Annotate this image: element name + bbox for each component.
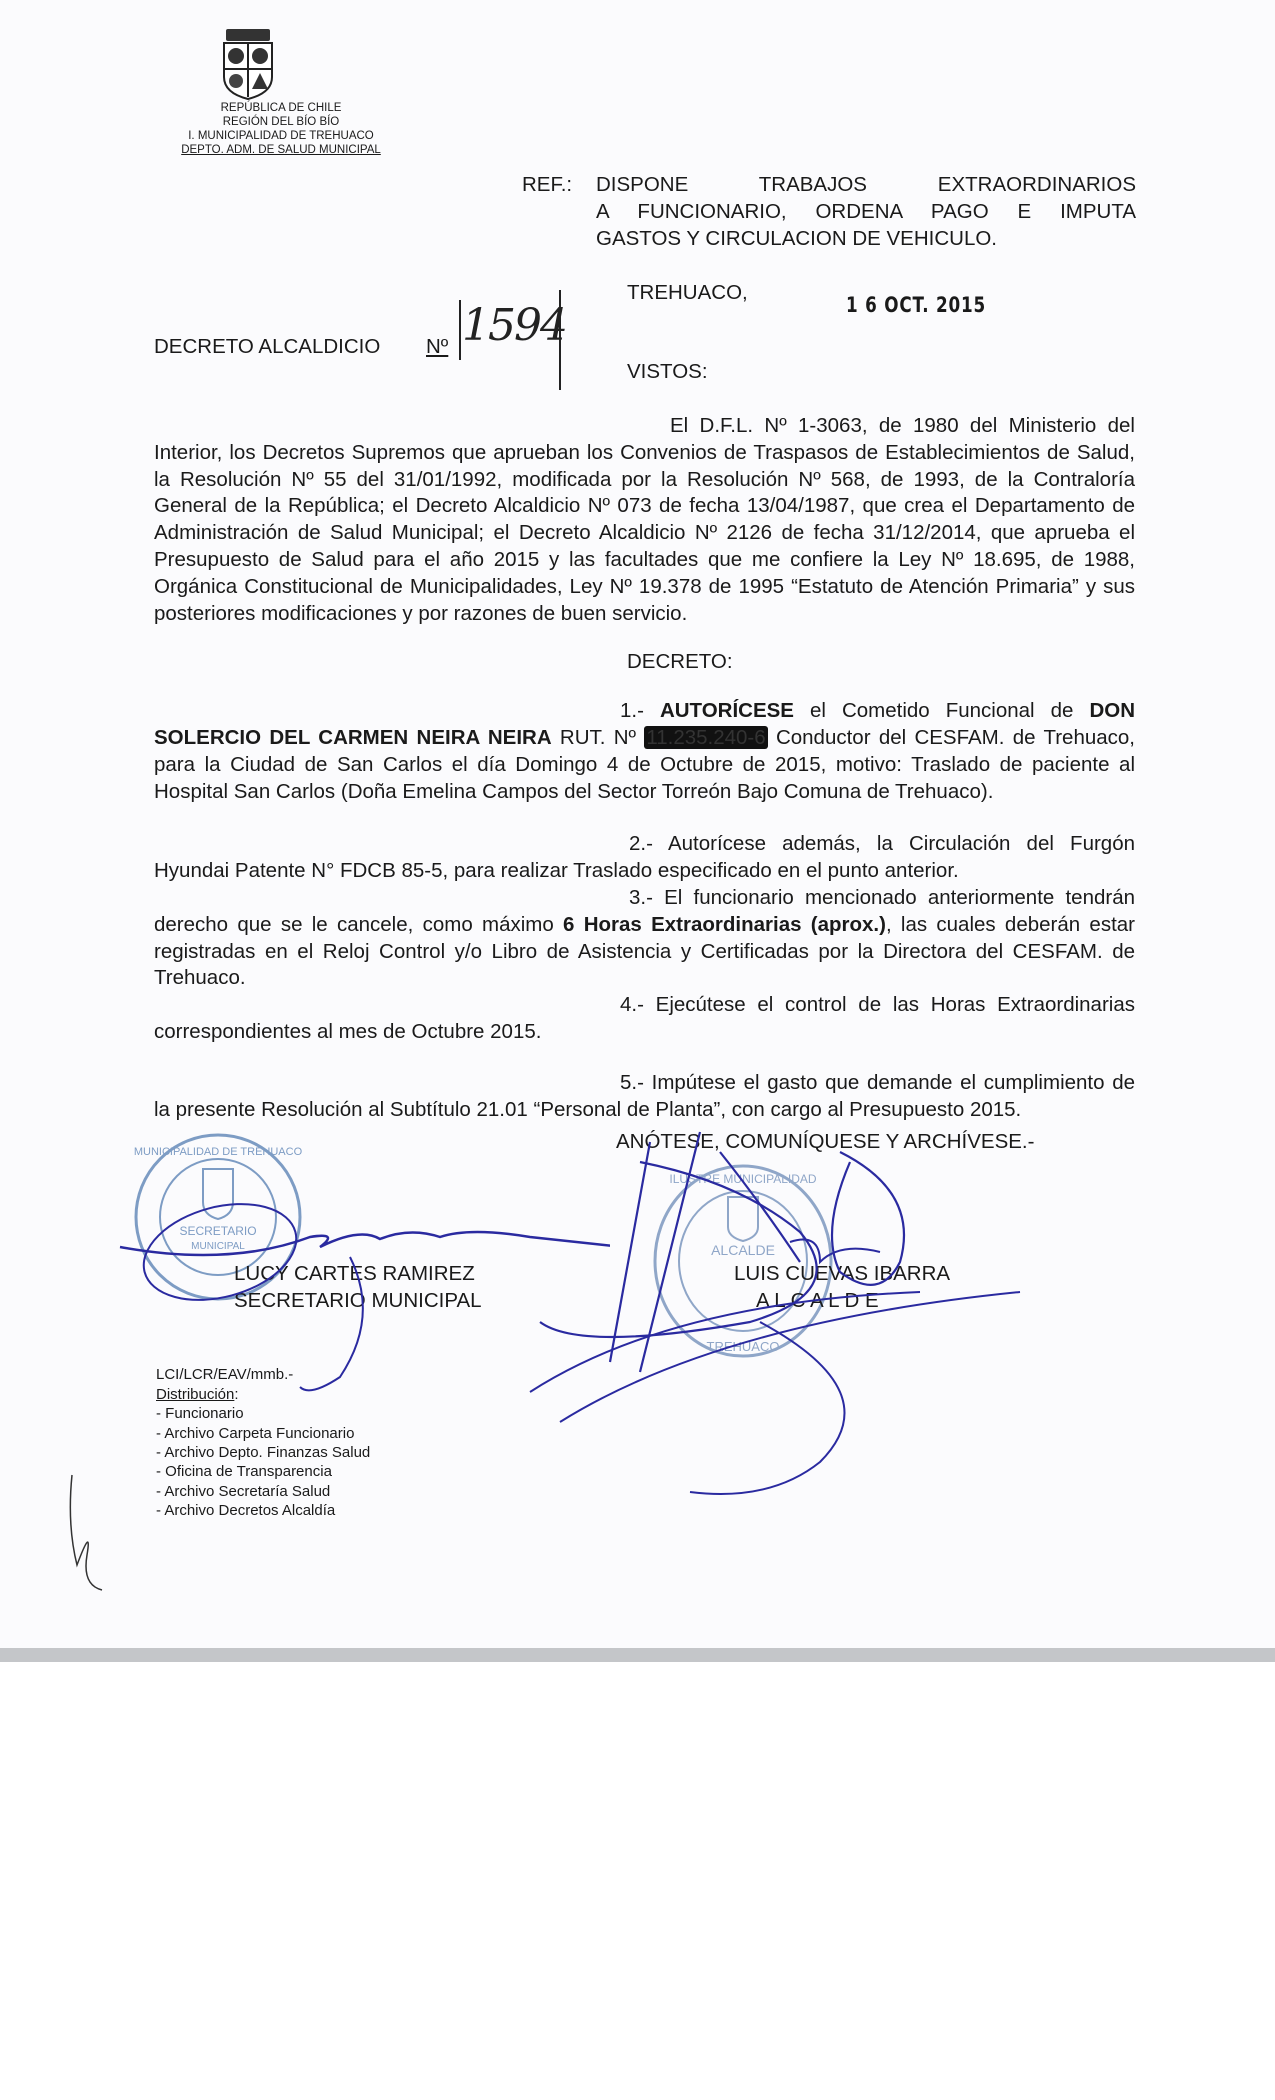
closing-text: ANÓTESE, COMUNÍQUESE Y ARCHÍVESE.-: [616, 1130, 1035, 1154]
decreto-label: DECRETO:: [627, 650, 733, 674]
ref-line: GASTOS Y CIRCULACION DE VEHICULO.: [596, 226, 997, 250]
item-4: [154, 992, 1135, 1046]
municipal-crest-icon: [218, 27, 278, 101]
vistos-label: VISTOS:: [627, 360, 708, 383]
ref-block: [596, 172, 1136, 252]
item-number: 3.-: [629, 885, 653, 909]
text: Conductor del CESFAM. de Trehuaco, para la Ciudad de San Carlos el día Domingo 4 de Octubre de 2015, motivo: Traslado de paciente al Hospital San Carlos (Doña Emelina Campos del Sector Torreón Bajo Comuna de Trehuaco).: [154, 725, 1135, 803]
text: El funcionario mencionado anteriormente tendrán derecho que se le cancele, como máximo: [154, 885, 1135, 936]
vistos-text: El D.F.L. Nº 1-3063, de 1980 del Ministerio del Interior, los Decretos Supremos que aprueban los Convenios de Traspasos de Establecimientos de Salud, la Resolución Nº 55 del 31/01/1992, modificada por la Resolución Nº 568, de 1993, de la Contraloría General de la República; el Decreto Alcaldicio Nº 073 de fecha 13/04/1987, que crea el Departamento de Administración de Salud Municipal; el Decreto Alcaldicio Nº 2126 de fecha 31/12/2014, que aprueba el Presupuesto de Salud para el año 2015 y las facultades que me confiere la Ley Nº 18.695, de 1988, Orgánica Constitucional de Municipalidades, Ley Nº 19.378 de 1995 “Estatuto de Atención Primaria” y sus posteriores modificaciones y por razones de buen servicio.: [154, 414, 1135, 625]
header-line: DEPTO. ADM. DE SALUD MUNICIPAL: [181, 144, 381, 156]
mayor-signature: [520, 1122, 1060, 1502]
employee-name: DON SOLERCIO DEL CARMEN NEIRA NEIRA: [154, 699, 1135, 749]
text: Impútese el gasto que demande el cumplimiento de la presente Resolución al Subtítulo 21.01 “Personal de Planta”, con cargo al Presupuesto 2015.: [154, 1070, 1135, 1121]
stamp-text: ILUSTRE MUNICIPALIDAD: [669, 1172, 817, 1187]
distribution-item: - Archivo Decretos Alcaldía: [156, 1502, 336, 1520]
distribution-item: - Oficina de Transparencia: [156, 1463, 332, 1481]
decree-no-label: Nº: [426, 335, 449, 358]
stamp-text: MUNICIPAL: [191, 1241, 245, 1253]
distribution-item: - Archivo Secretaría Salud: [156, 1482, 331, 1500]
header-line: REGIÓN DEL BÍO BÍO: [222, 116, 340, 128]
text: Autorícese además, la Circulación del Furgón Hyundai Patente N° FDCB 85-5, para realizar Traslado especificado en el punto anterior.: [154, 832, 1135, 883]
header-line: REPÚBLICA DE CHILE: [220, 102, 342, 114]
place: TREHUACO,: [627, 281, 748, 304]
decree-label: DECRETO ALCALDICIO: [154, 335, 381, 358]
secretary-title: SECRETARIO MUNICIPAL: [234, 1289, 482, 1313]
mayor-title: A L C A L D E: [756, 1289, 879, 1313]
distribution-item: - Archivo Carpeta Funcionario: [156, 1424, 355, 1442]
text: , las cuales deberán estar registradas en el Reloj Control y/o Libro de Asistencia y Certificadas por la Directora del CESFAM. de Trehuaco.: [154, 912, 1136, 990]
date-stamp: 1 6 OCT. 2015: [846, 293, 986, 317]
mayor-name: LUIS CUEVAS IBARRA: [734, 1262, 951, 1286]
decree-body: [133, 413, 1136, 1521]
bold-text: AUTORÍCESE: [659, 699, 794, 723]
stamp-text: TREHUACO: [706, 1339, 780, 1355]
decree-number-handwritten: 1594: [462, 300, 566, 351]
item-number: 5.-: [620, 1070, 644, 1094]
margin-initials-handwriting: [62, 1465, 112, 1595]
redacted-rut: 11.235.240-6: [646, 725, 766, 749]
item-1: [154, 698, 1135, 805]
ref-line: DISPONE TRABAJOS EXTRAORDINARIOS: [596, 173, 1136, 196]
bold-text: 6 Horas Extraordinarias (aprox.): [563, 912, 886, 936]
stamp-text: MUNICIPALIDAD DE TREHUACO: [133, 1146, 303, 1159]
header-block: [181, 101, 381, 157]
initials: LCI/LCR/EAV/mmb.-: [156, 1366, 294, 1384]
item-number: 4.-: [620, 993, 644, 1017]
text: Ejecútese el control de las Horas Extraordinarias correspondientes al mes de Octubre 2015.: [154, 993, 1135, 1043]
decree-number-lines: [456, 290, 566, 400]
header-line: I. MUNICIPALIDAD DE TREHUACO: [188, 130, 374, 142]
ref-label: REF.:: [522, 173, 573, 196]
stamp-text: SECRETARIO: [179, 1224, 257, 1239]
item-number: 1.-: [620, 699, 644, 723]
distribution-item: - Funcionario: [156, 1405, 244, 1423]
item-number: 2.-: [629, 832, 653, 856]
scan-edge: [0, 1648, 1275, 1662]
ref-line: A FUNCIONARIO, ORDENA PAGO E IMPUTA: [596, 199, 1136, 223]
distribution-label-text: Distribución: [156, 1385, 235, 1403]
signature-block: [0, 1129, 1275, 1365]
stamp-text: ALCALDE: [711, 1242, 775, 1259]
secretary-name: LUCY CARTES RAMIREZ: [234, 1262, 475, 1286]
text: RUT. Nº: [551, 725, 645, 749]
item-3: [154, 885, 1135, 992]
item-5: [154, 1070, 1135, 1124]
item-2: [154, 831, 1135, 885]
distribution-item: - Archivo Depto. Finanzas Salud: [156, 1443, 371, 1461]
text: el Cometido Funcional de: [793, 699, 1090, 723]
distribution-label: Distribución:: [156, 1385, 239, 1403]
